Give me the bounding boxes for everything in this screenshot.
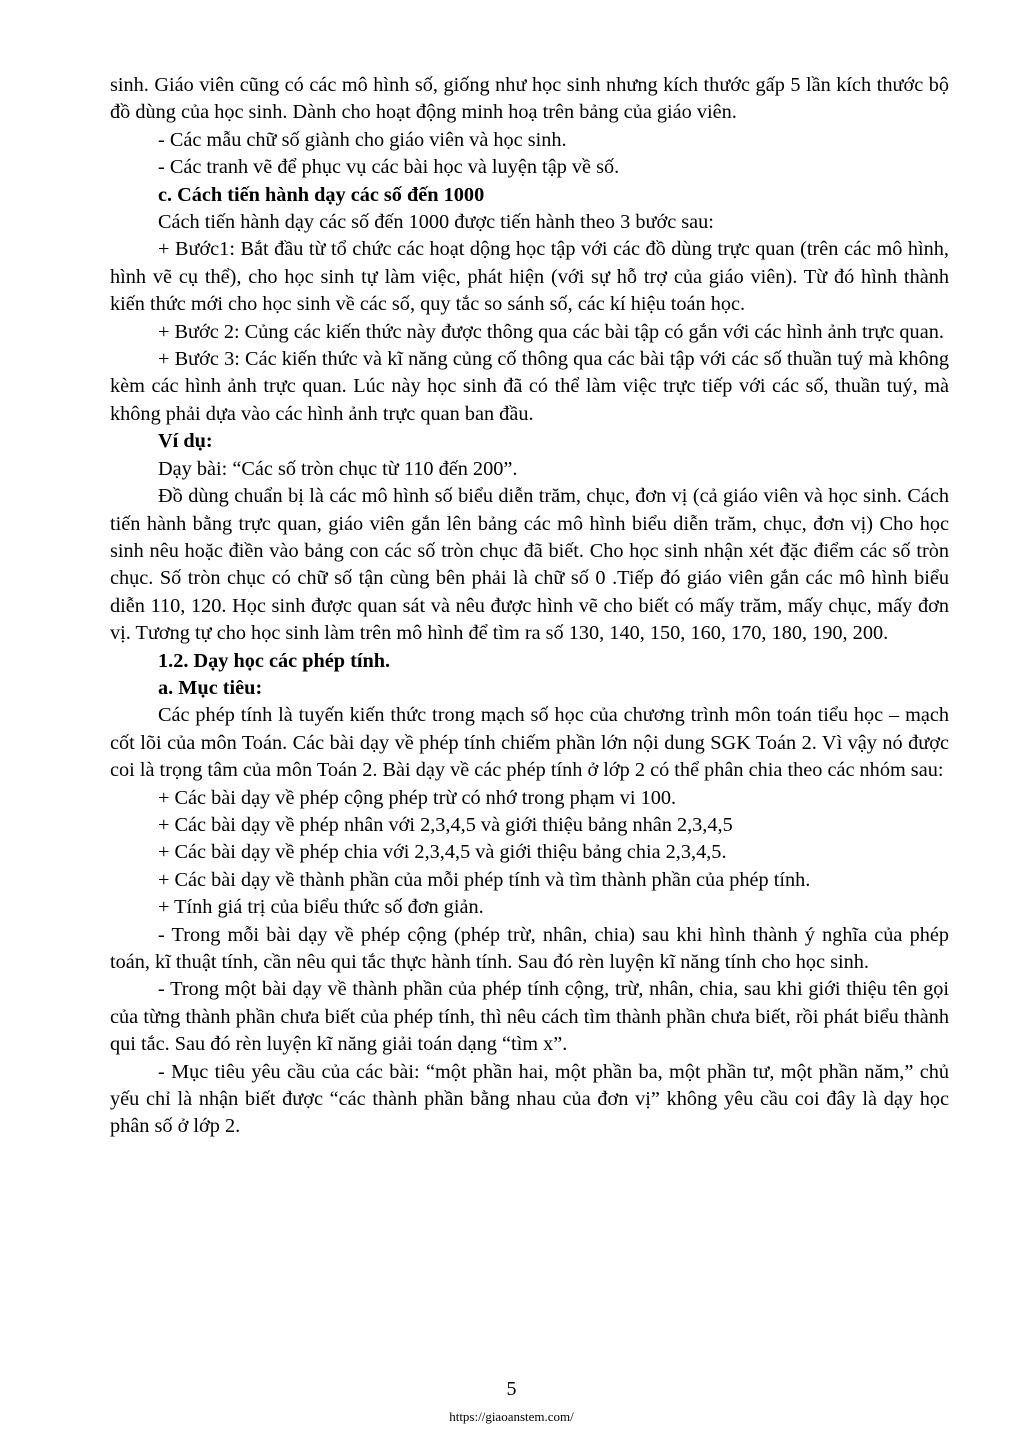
list-item: + Các bài dạy về phép nhân với 2,3,4,5 và giới thiệu bảng nhân 2,3,4,5 bbox=[158, 813, 733, 836]
section-heading: 1.2. Dạy học các phép tính. bbox=[158, 649, 391, 672]
list-item: + Bước 3: Các kiến thức và kĩ năng củng cố thông qua các bài tập với các số thuần tuý mà không kèm các hình ảnh trực quan. Lúc này học sinh đã có thể làm việc trực tiếp với các số, thuần tuý, mà không phải dựa vào các hình ảnh trực quan ban đầu. bbox=[110, 348, 949, 425]
list-item: - Trong một bài dạy về thành phần của phép tính cộng, trừ, nhân, chia, sau khi giới thiệu tên gọi của từng thành phần chưa biết của phép tính, thì nêu cách tìm thành phần chưa biết, rồi phát biểu thành qui tắc. Sau đó rèn luyện kĩ năng giải toán dạng “tìm x”. bbox=[110, 978, 949, 1056]
paragraph: Các phép tính là tuyến kiến thức trong mạch số học của chương trình môn toán tiểu học – mạch cốt lõi của môn Toán. Các bài dạy về phép tính chiếm phần lớn nội dung SGK Toán 2. Vì vậy nó được coi là trọng tâm của môn Toán 2. Bài dạy về các phép tính ở lớp 2 có thể phân chia theo các nhóm sau: bbox=[110, 704, 949, 782]
document-body bbox=[110, 72, 949, 1141]
list-item: - Các tranh vẽ để phục vụ các bài học và luyện tập về số. bbox=[158, 156, 620, 179]
list-item: + Bước 2: Củng các kiến thức này được thông qua các bài tập có gắn với các hình ảnh trực quan. bbox=[158, 320, 944, 343]
list-item: + Các bài dạy về thành phần của mỗi phép tính và tìm thành phần của phép tính. bbox=[158, 868, 811, 891]
list-item: + Tính giá trị của biểu thức số đơn giản. bbox=[158, 896, 484, 919]
paragraph: Cách tiến hành dạy các số đến 1000 được tiến hành theo 3 bước sau: bbox=[158, 211, 714, 234]
example-heading: Ví dụ: bbox=[158, 430, 213, 453]
list-item: + Các bài dạy về phép chia với 2,3,4,5 và giới thiệu bảng chia 2,3,4,5. bbox=[158, 841, 727, 864]
subsection-heading: a. Mục tiêu: bbox=[158, 676, 263, 699]
section-heading: c. Cách tiến hành dạy các số đến 1000 bbox=[158, 183, 485, 206]
page-number: 5 bbox=[506, 1378, 517, 1400]
paragraph: sinh. Giáo viên cũng có các mô hình số, giống như học sinh nhưng kích thước gấp 5 lần kích thước bộ đồ dùng của học sinh. Dành cho hoạt động minh hoạ trên bảng của giáo viên. bbox=[110, 74, 949, 124]
list-item: + Bước1: Bắt đầu từ tổ chức các hoạt dộng học tập với các đồ dùng trực quan (trên các mô hình, hình vẽ cụ thể), cho học sinh tự làm việc, phát hiện (với sự hỗ trợ của giáo viên). Từ đó hình thành kiến thức mới cho học sinh về các số, quy tắc so sánh số, các kí hiệu toán học. bbox=[110, 238, 949, 316]
list-item: - Mục tiêu yêu cầu của các bài: “một phần hai, một phần ba, một phần tư, một phần năm,” chủ yếu chỉ là nhận biết được “các thành phần bằng nhau của đơn vị” không yêu cầu coi đây là dạy học phân số ở lớp 2. bbox=[110, 1060, 949, 1138]
list-item: + Các bài dạy về phép cộng phép trừ có nhớ trong phạm vi 100. bbox=[158, 786, 677, 809]
list-item: - Các mẫu chữ số giành cho giáo viên và học sinh. bbox=[158, 128, 567, 151]
paragraph: Dạy bài: “Các số tròn chục từ 110 đến 200”. bbox=[158, 457, 518, 480]
footer-url: https://giaoanstem.com/ bbox=[449, 1409, 574, 1424]
list-item: - Trong mỗi bài dạy về phép cộng (phép trừ, nhân, chia) sau khi hình thành ý nghĩa của phép toán, kĩ thuật tính, cần nêu qui tắc thực hành tính. Sau đó rèn luyện kĩ năng tính cho học sinh. bbox=[110, 923, 949, 973]
paragraph: Đồ dùng chuẩn bị là các mô hình số biểu diễn trăm, chục, đơn vị (cả giáo viên và học sinh. Cách tiến hành bằng trực quan, giáo viên gắn lên bảng các mô hình biểu diễn trăm, chục, đơn vị) Cho học sinh nêu hoặc điền vào bảng con các số tròn chục đã biết. Cho học sinh nhận xét đặc điểm các số tròn chục. Số tròn chục có chữ số tận cùng bên phải là chữ số 0 .Tiếp đó giáo viên gắn các mô hình biểu diễn 110, 120. Học sinh được quan sát và nêu được hình vẽ cho biết có mấy trăm, mấy chục, mấy đơn vị. Tương tự cho học sinh làm trên mô hình để tìm ra số 130, 140, 150, 160, 170, 180, 190, 200. bbox=[110, 485, 949, 645]
